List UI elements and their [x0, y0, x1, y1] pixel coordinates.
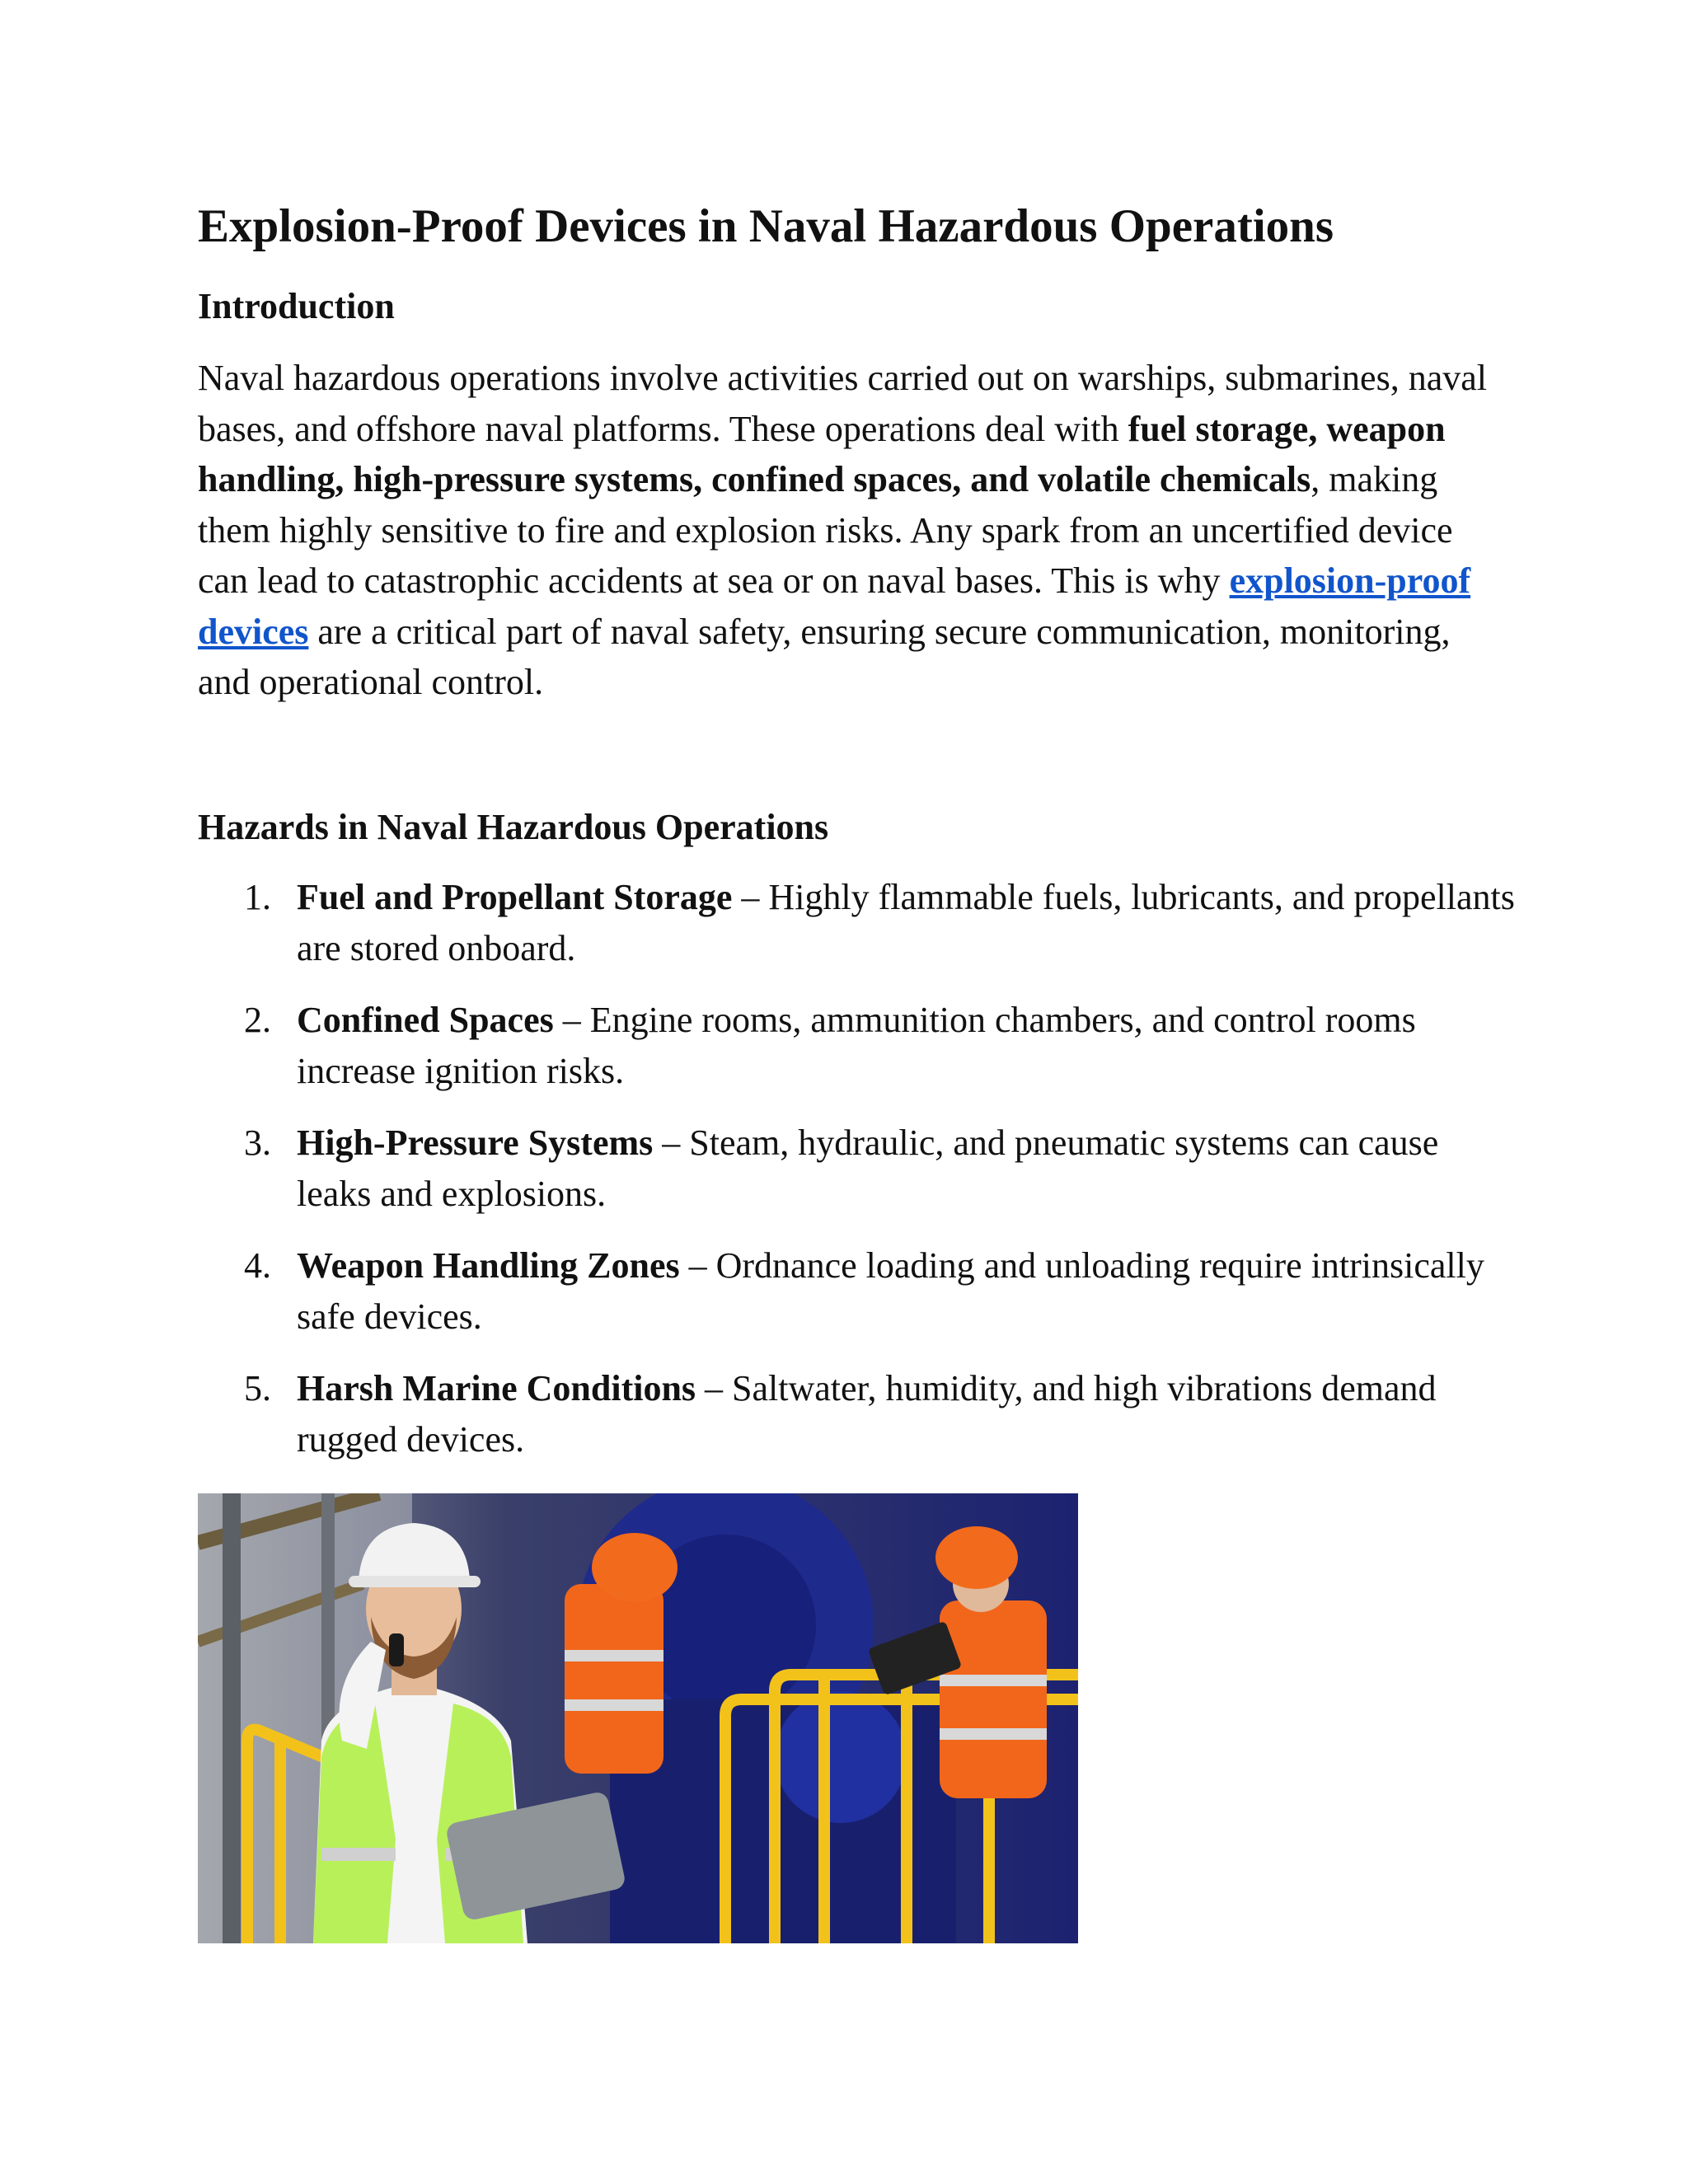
hazards-heading: Hazards in Naval Hazardous Operations — [198, 807, 829, 847]
list-number: 3. — [244, 1122, 271, 1163]
explosion-proof-devices-link[interactable]: explosion-proof devices — [198, 560, 1471, 652]
page-title: Explosion-Proof Devices in Naval Hazardous Operations — [198, 200, 1334, 252]
list-number: 1. — [244, 877, 271, 917]
workers-illustration — [198, 1493, 1078, 1943]
list-item-text: – Highly flammable fuels, lubricants, and propellants are stored onboard. — [297, 877, 1515, 968]
intro-text-1: Naval hazardous operations involve activities carried out on warships, submarines, naval bases, and offshore naval platforms. These operations deal with — [198, 358, 1487, 449]
list-item — [198, 872, 1517, 973]
intro-text-2: , making them highly sensitive to fire and explosion risks. Any spark from an uncertified device can lead to catastrophic accidents at sea or on naval bases. This is why — [198, 459, 1453, 601]
list-item — [198, 1118, 1517, 1219]
list-number: 2. — [244, 1000, 271, 1040]
list-item-bold: Weapon Handling Zones — [297, 1245, 680, 1286]
intro-text-3: are a critical part of naval safety, ensuring secure communication, monitoring, and operational control. — [198, 611, 1451, 702]
workers-photo — [198, 1493, 1078, 1943]
list-item-text: – Ordnance loading and unloading require intrinsically safe devices. — [297, 1245, 1484, 1337]
list-item-bold: Harsh Marine Conditions — [297, 1368, 696, 1408]
list-number: 5. — [244, 1368, 271, 1408]
list-item-text: – Engine rooms, ammunition chambers, and control rooms increase ignition risks. — [297, 1000, 1416, 1091]
intro-bold-hazards: fuel storage, weapon handling, high-pressure systems, confined spaces, and volatile chemicals — [198, 408, 1446, 499]
list-item-text: – Steam, hydraulic, and pneumatic systems can cause leaks and explosions. — [297, 1122, 1439, 1214]
list-item — [198, 1240, 1517, 1342]
list-item-bold: Fuel and Propellant Storage — [297, 877, 733, 917]
list-number: 4. — [244, 1245, 271, 1286]
list-item-bold: Confined Spaces — [297, 1000, 554, 1040]
list-item-text: – Saltwater, humidity, and high vibrations demand rugged devices. — [297, 1368, 1437, 1460]
introduction-heading: Introduction — [198, 286, 395, 326]
list-item — [198, 995, 1517, 1096]
list-item — [198, 1363, 1517, 1465]
list-item-bold: High-Pressure Systems — [297, 1122, 654, 1163]
hazards-list — [198, 872, 1517, 1486]
introduction-paragraph — [198, 353, 1500, 708]
